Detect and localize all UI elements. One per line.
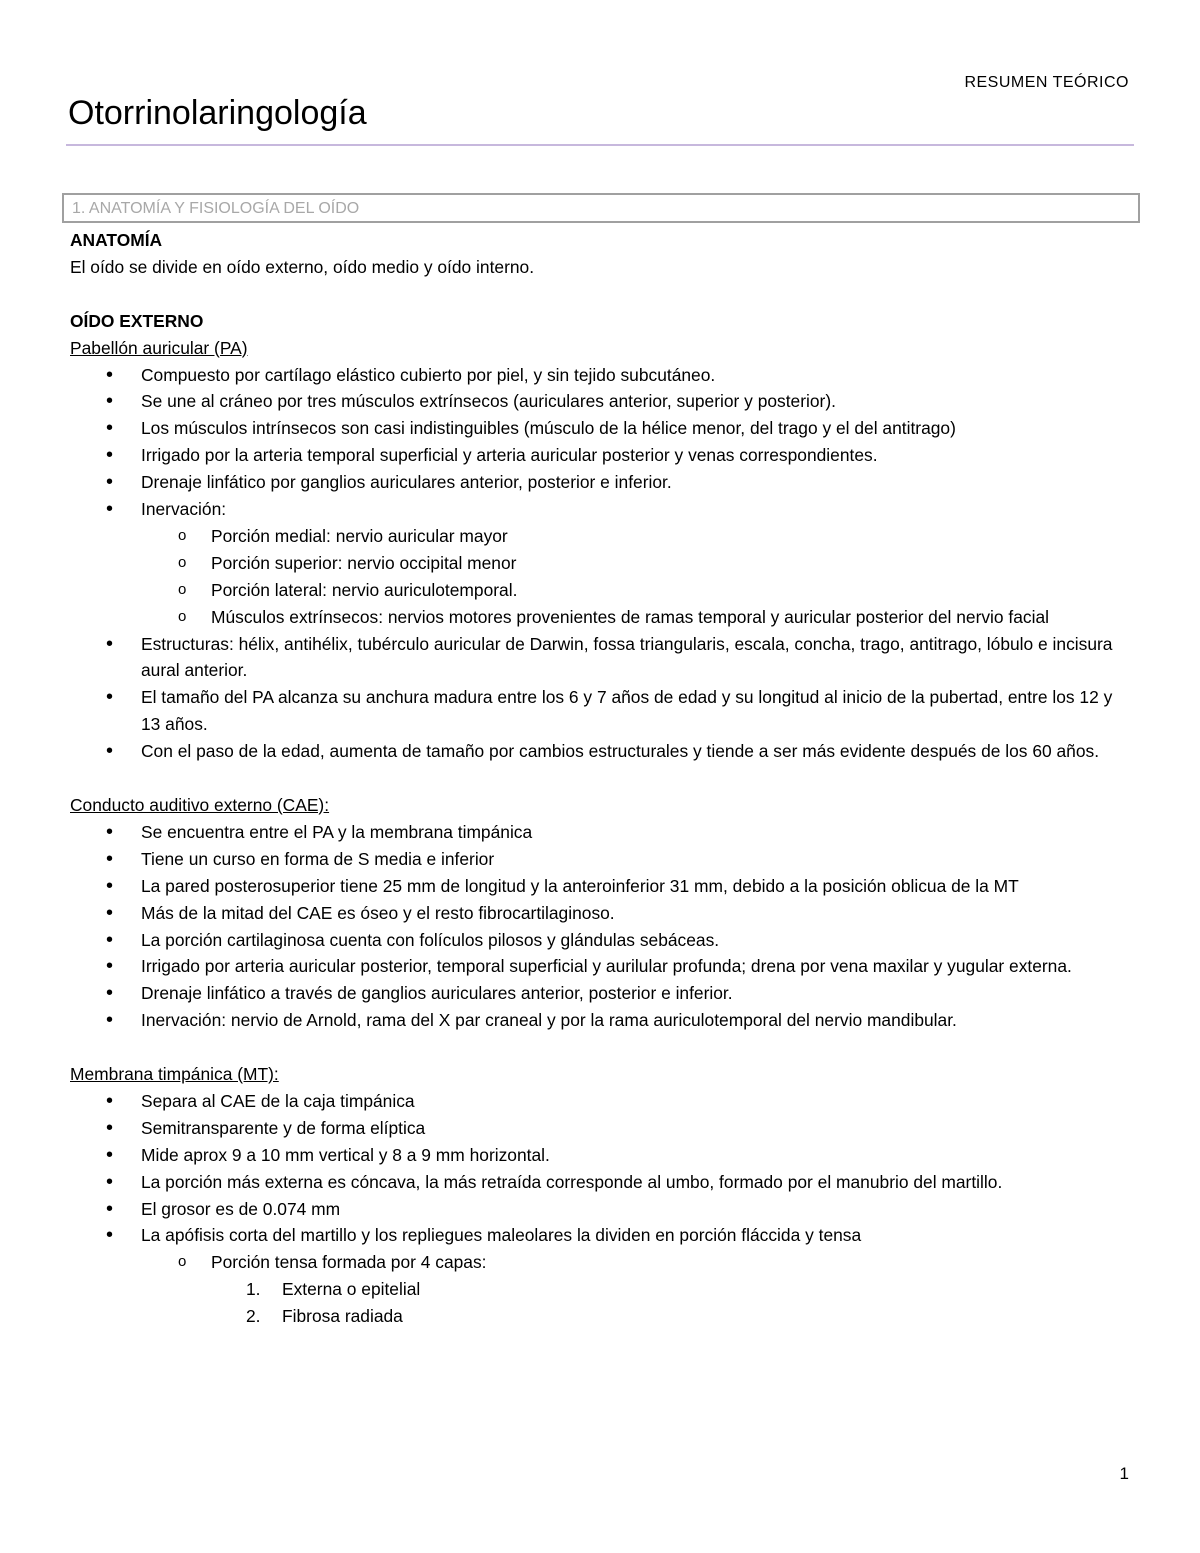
list-item: • Mide aprox 9 a 10 mm vertical y 8 a 9 mm horizontal.	[70, 1142, 1132, 1169]
list-item: • Drenaje linfático por ganglios auriculares anterior, posterior e inferior.	[70, 469, 1132, 496]
item-text: Fibrosa radiada	[282, 1306, 403, 1327]
cae-subheading: Conducto auditivo externo (CAE):	[70, 795, 330, 815]
list-item: • La apófisis corta del martillo y los repliegues maleolares la dividen en porción fláccida y tensa	[70, 1222, 1132, 1249]
sub-list-item: o Porción tensa formada por 4 capas:	[70, 1249, 1132, 1276]
pa-subheading: Pabellón auricular (PA)	[70, 337, 248, 358]
numbered-item	[70, 1276, 1132, 1303]
list-item: • Se encuentra entre el PA y la membrana timpánica	[70, 819, 1132, 846]
list-item: • Irrigado por la arteria temporal superficial y arteria auricular posterior y venas correspondientes.	[70, 442, 1132, 469]
mt-list	[70, 1088, 1132, 1330]
list-item: • Compuesto por cartílago elástico cubierto por piel, y sin tejido subcutáneo.	[70, 362, 1132, 389]
list-item: • Con el paso de la edad, aumenta de tamaño por cambios estructurales y tiende a ser más evidente después de los 60 años.	[70, 738, 1132, 765]
document-header-tag: RESUMEN TEÓRICO	[964, 74, 1129, 91]
section-heading-box	[62, 193, 1140, 223]
list-item: • Tiene un curso en forma de S media e inferior	[70, 846, 1132, 873]
list-item: • Drenaje linfático a través de ganglios auriculares anterior, posterior e inferior.	[70, 980, 1132, 1007]
cae-list	[70, 819, 1132, 1034]
pa-list	[70, 362, 1132, 766]
list-item: • Separa al CAE de la caja timpánica	[70, 1088, 1132, 1115]
list-item: • Inervación:	[70, 496, 1132, 523]
anatomia-intro: El oído se divide en oído externo, oído medio y oído interno.	[70, 256, 535, 277]
item-text: Externa o epitelial	[282, 1279, 421, 1300]
list-item: • La porción más externa es cóncava, la más retraída corresponde al umbo, formado por el manubrio del martillo.	[70, 1169, 1132, 1196]
list-item: • La porción cartilaginosa cuenta con folículos pilosos y glándulas sebáceas.	[70, 927, 1132, 954]
list-item: • Estructuras: hélix, antihélix, tubérculo auricular de Darwin, fossa triangularis, escala, concha, trago, antitrago, lóbulo e incisura aural anterior.	[70, 631, 1132, 685]
list-item: • Se une al cráneo por tres músculos extrínsecos (auriculares anterior, superior y posterior).	[70, 388, 1132, 415]
list-item: • Más de la mitad del CAE es óseo y el resto fibrocartilaginoso.	[70, 900, 1132, 927]
list-item: • La pared posterosuperior tiene 25 mm de longitud y la anteroinferior 31 mm, debido a la posición oblicua de la MT	[70, 873, 1132, 900]
page-number: 1	[1119, 1464, 1129, 1483]
item-number: 2.	[246, 1306, 261, 1327]
mt-subheading: Membrana timpánica (MT):	[70, 1064, 279, 1085]
document-body	[70, 227, 1132, 1330]
sub-list-item: o Músculos extrínsecos: nervios motores provenientes de ramas temporal y auricular posterior del nervio facial	[70, 604, 1132, 631]
section-heading-label: 1. ANATOMÍA Y FISIOLOGÍA DEL OÍDO	[72, 200, 360, 217]
numbered-item	[70, 1303, 1132, 1330]
list-item: • Los músculos intrínsecos son casi indistinguibles (músculo de la hélice menor, del trago y el del antitrago)	[70, 415, 1132, 442]
list-item: • El grosor es de 0.074 mm	[70, 1196, 1132, 1223]
sub-list-item: o Porción superior: nervio occipital menor	[70, 550, 1132, 577]
list-item: • Irrigado por arteria auricular posterior, temporal superficial y aurilular profunda; drena por vena maxilar y yugular externa.	[70, 953, 1132, 980]
sub-list-item: o Porción lateral: nervio auriculotemporal.	[70, 577, 1132, 604]
sub-list-item: o Porción medial: nervio auricular mayor	[70, 523, 1132, 550]
anatomia-heading: ANATOMÍA	[70, 230, 163, 250]
oido-externo-heading: OÍDO EXTERNO	[70, 310, 204, 331]
list-item: • Semitransparente y de forma elíptica	[70, 1115, 1132, 1142]
item-number: 1.	[246, 1279, 261, 1300]
list-item: • El tamaño del PA alcanza su anchura madura entre los 6 y 7 años de edad y su longitud al inicio de la pubertad, entre los 12 y 13 años.	[70, 684, 1132, 738]
page-title: Otorrinolaringología	[68, 94, 367, 132]
list-item: • Inervación: nervio de Arnold, rama del X par craneal y por la rama auriculotemporal del nervio mandibular.	[70, 1007, 1132, 1034]
title-divider	[66, 144, 1134, 146]
